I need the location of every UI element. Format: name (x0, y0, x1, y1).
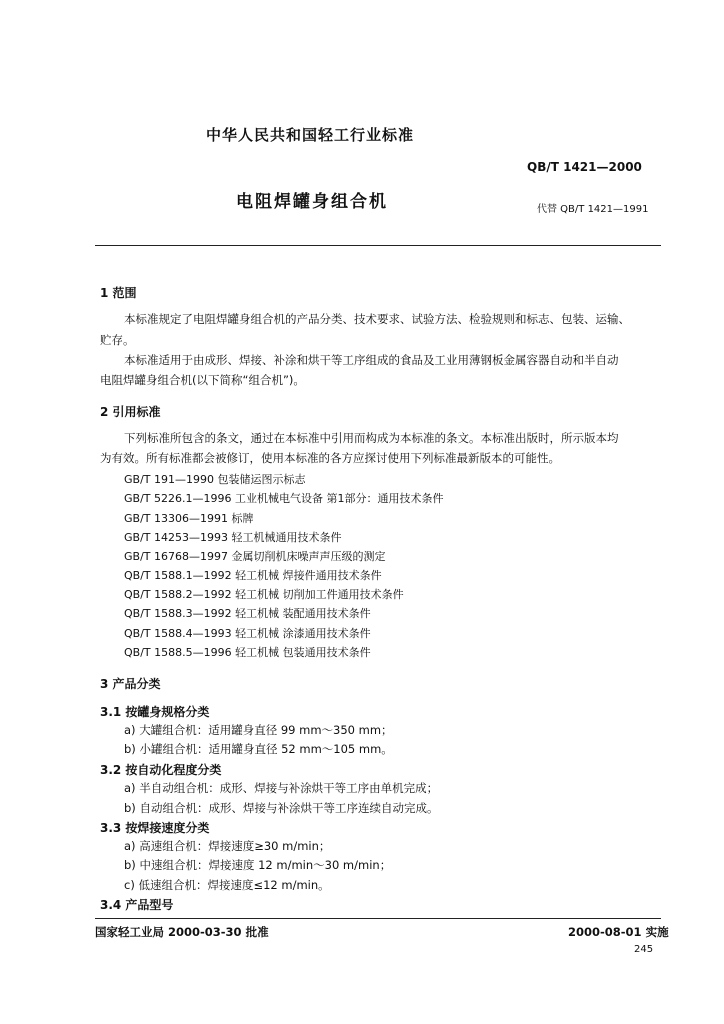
reference-standard: GB/T 13306—1991 标牌 (124, 512, 254, 525)
reference-standard: QB/T 1588.5—1996 轻工机械 包装通用技术条件 (124, 646, 371, 659)
classification-item: b) 自动组合机：成形、焊接与补涂烘干等工序连续自动完成。 (124, 801, 439, 815)
section-2-intro-line-2: 为有效。所有标准都会被修订，使用本标准的各方应探讨使用下列标准最新版本的可能性。 (100, 451, 560, 465)
section-2-heading: 2 引用标准 (100, 405, 161, 419)
reference-standard: GB/T 191—1990 包装储运图示标志 (124, 473, 306, 486)
standard-code: QB/T 1421—2000 (527, 160, 642, 174)
header-divider (95, 245, 661, 246)
classification-item: a) 半自动组合机：成形、焊接与补涂烘干等工序由单机完成； (124, 781, 439, 795)
approval-note: 国家轻工业局 2000-03-30 批准 (95, 925, 269, 939)
section-3-2-heading: 3.2 按自动化程度分类 (100, 763, 222, 777)
classification-item: c) 低速组合机：焊接速度≤12 m/min。 (124, 878, 330, 892)
reference-standard: GB/T 5226.1—1996 工业机械电气设备 第1部分：通用技术条件 (124, 492, 444, 505)
footer-divider (95, 918, 661, 919)
reference-standard: QB/T 1588.3—1992 轻工机械 装配通用技术条件 (124, 607, 371, 620)
classification-item: a) 大罐组合机：适用罐身直径 99 mm～350 mm； (124, 723, 393, 737)
section-1-paragraph-1-line-2: 贮存。 (100, 333, 135, 347)
standard-title: 中华人民共和国轻工行业标准 (206, 126, 415, 144)
page-number: 245 (634, 944, 654, 955)
reference-standard: QB/T 1588.2—1992 轻工机械 切削加工件通用技术条件 (124, 588, 404, 601)
section-3-1-heading: 3.1 按罐身规格分类 (100, 705, 210, 719)
section-1-paragraph-2-line-2: 电阻焊罐身组合机(以下简称“组合机”)。 (100, 373, 305, 387)
reference-standard: GB/T 16768—1997 金属切削机床噪声声压级的测定 (124, 550, 386, 563)
section-2-intro-line-1: 下列标准所包含的条文，通过在本标准中引用而构成为本标准的条文。本标准出版时，所示版本均 (124, 431, 619, 445)
replaces-note: 代替 QB/T 1421—1991 (537, 204, 649, 215)
section-1-paragraph-1-line-1: 本标准规定了电阻焊罐身组合机的产品分类、技术要求、试验方法、检验规则和标志、包装、运输、 (124, 312, 630, 326)
implementation-date: 2000-08-01 实施 (568, 925, 669, 939)
reference-standard: QB/T 1588.1—1992 轻工机械 焊接件通用技术条件 (124, 569, 382, 582)
reference-standard: GB/T 14253—1993 轻工机械通用技术条件 (124, 531, 342, 544)
classification-item: b) 小罐组合机：适用罐身直径 52 mm～105 mm。 (124, 742, 393, 756)
classification-item: b) 中速组合机：焊接速度 12 m/min～30 m/min； (124, 858, 392, 872)
section-1-paragraph-2-line-1: 本标准适用于由成形、焊接、补涂和烘干等工序组成的食品及工业用薄钢板金属容器自动和半自动 (124, 353, 619, 367)
section-3-4-heading: 3.4 产品型号 (100, 898, 174, 912)
section-3-heading: 3 产品分类 (100, 677, 161, 691)
document-title: 电阻焊罐身组合机 (236, 192, 388, 212)
reference-standard: QB/T 1588.4—1993 轻工机械 涂漆通用技术条件 (124, 627, 371, 640)
section-1-heading: 1 范围 (100, 286, 137, 300)
classification-item: a) 高速组合机：焊接速度≥30 m/min； (124, 839, 331, 853)
section-3-3-heading: 3.3 按焊接速度分类 (100, 821, 210, 835)
